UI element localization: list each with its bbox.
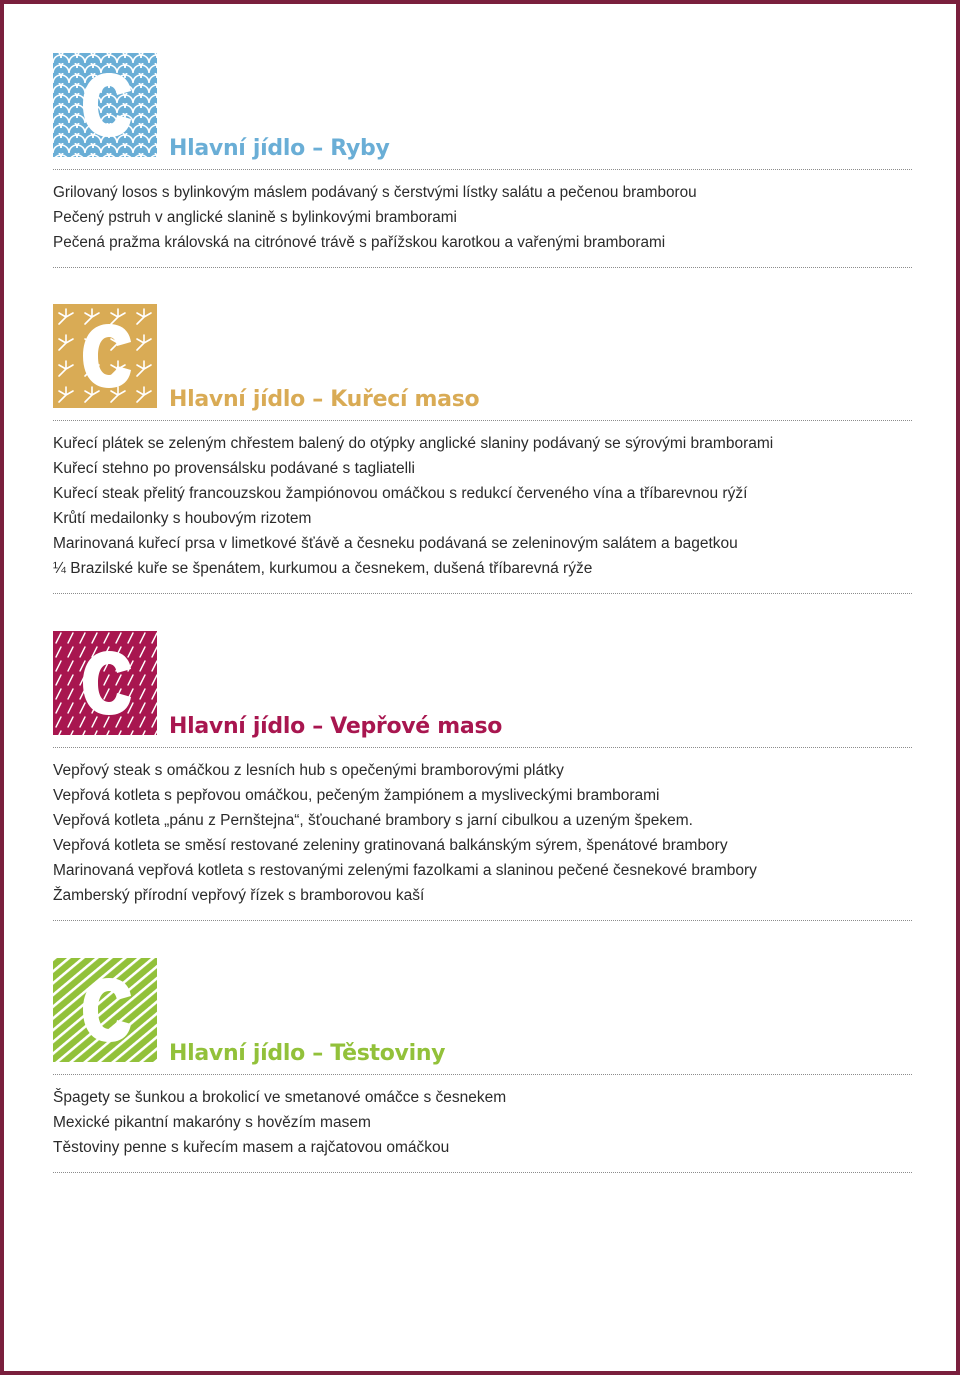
list-item: Krůtí medailonky s houbovým rizotem — [53, 510, 312, 527]
section-veprove-maso — [53, 631, 912, 921]
pasta-stripes-c-icon — [53, 958, 157, 1062]
section-title: Hlavní jídlo – Vepřové maso — [169, 714, 503, 739]
hatched-c-icon — [53, 631, 157, 735]
section-header — [53, 631, 912, 739]
section-header — [53, 304, 912, 412]
list-item: Marinovaná kuřecí prsa v limetkové šťávě a česneku podávaná se zeleninovým salátem a bagetkou — [53, 535, 738, 552]
list-item: Marinovaná vepřová kotleta s restovanými zelenými fazolkami a slaninou pečené česnekové brambory — [53, 862, 757, 879]
list-item: Těstoviny penne s kuřecím masem a rajčatovou omáčkou — [53, 1139, 450, 1156]
dish-list — [53, 748, 912, 920]
bird-tracks-c-icon — [53, 304, 157, 408]
list-item: Špagety se šunkou a brokolicí ve smetanové omáčce s česnekem — [53, 1089, 507, 1106]
list-item: Vepřová kotleta se směsí restované zeleniny gratinovaná balkánským sýrem, špenátové brambory — [53, 837, 728, 854]
section-title: Hlavní jídlo – Ryby — [169, 136, 390, 161]
section-testoviny — [53, 958, 912, 1173]
dish-list — [53, 421, 912, 593]
section-title: Hlavní jídlo – Těstoviny — [169, 1041, 446, 1066]
list-item: Kuřecí plátek se zeleným chřestem balený do otýpky anglické slaniny podávaný se sýrovými bramborami — [53, 435, 774, 452]
list-item: Vepřová kotleta s pepřovou omáčkou, pečeným žampiónem a mysliveckými bramborami — [53, 787, 660, 804]
fish-scales-c-icon — [53, 53, 157, 157]
dish-list — [53, 170, 912, 267]
list-item: Kuřecí stehno po provensálsku podávané s tagliatelli — [53, 460, 415, 477]
section-header — [53, 958, 912, 1066]
list-item: Kuřecí steak přelitý francouzskou žampiónovou omáčkou s redukcí červeného vína a tříbarevnou rýží — [53, 485, 748, 502]
list-item: Vepřová kotleta „pánu z Pernštejna“, šťouchané brambory s jarní cibulkou a uzeným špekem. — [53, 812, 693, 829]
list-item: Grilovaný losos s bylinkovým máslem podávaný s čerstvými lístky salátu a pečenou bramborou — [53, 184, 697, 201]
list-item: Vepřový steak s omáčkou z lesních hub s opečenými bramborovými plátky — [53, 762, 564, 779]
divider — [53, 593, 912, 594]
list-item: Pečený pstruh v anglické slanině s bylinkovými bramborami — [53, 209, 457, 226]
section-kureci-maso — [53, 304, 912, 594]
list-item: ¼ Brazilské kuře se špenátem, kurkumou a česnekem, dušená tříbarevná rýže — [53, 560, 593, 577]
list-item: Žamberský přírodní vepřový řízek s bramborovou kaší — [53, 887, 425, 904]
divider — [53, 267, 912, 268]
section-title: Hlavní jídlo – Kuřecí maso — [169, 387, 480, 412]
section-header — [53, 53, 912, 161]
list-item: Pečená pražma královská na citrónové trávě s pařížskou karotkou a vařenými bramborami — [53, 234, 666, 251]
divider — [53, 920, 912, 921]
divider — [53, 1172, 912, 1173]
dish-list — [53, 1075, 912, 1172]
list-item: Mexické pikantní makaróny s hovězím masem — [53, 1114, 371, 1131]
section-ryby — [53, 53, 912, 268]
